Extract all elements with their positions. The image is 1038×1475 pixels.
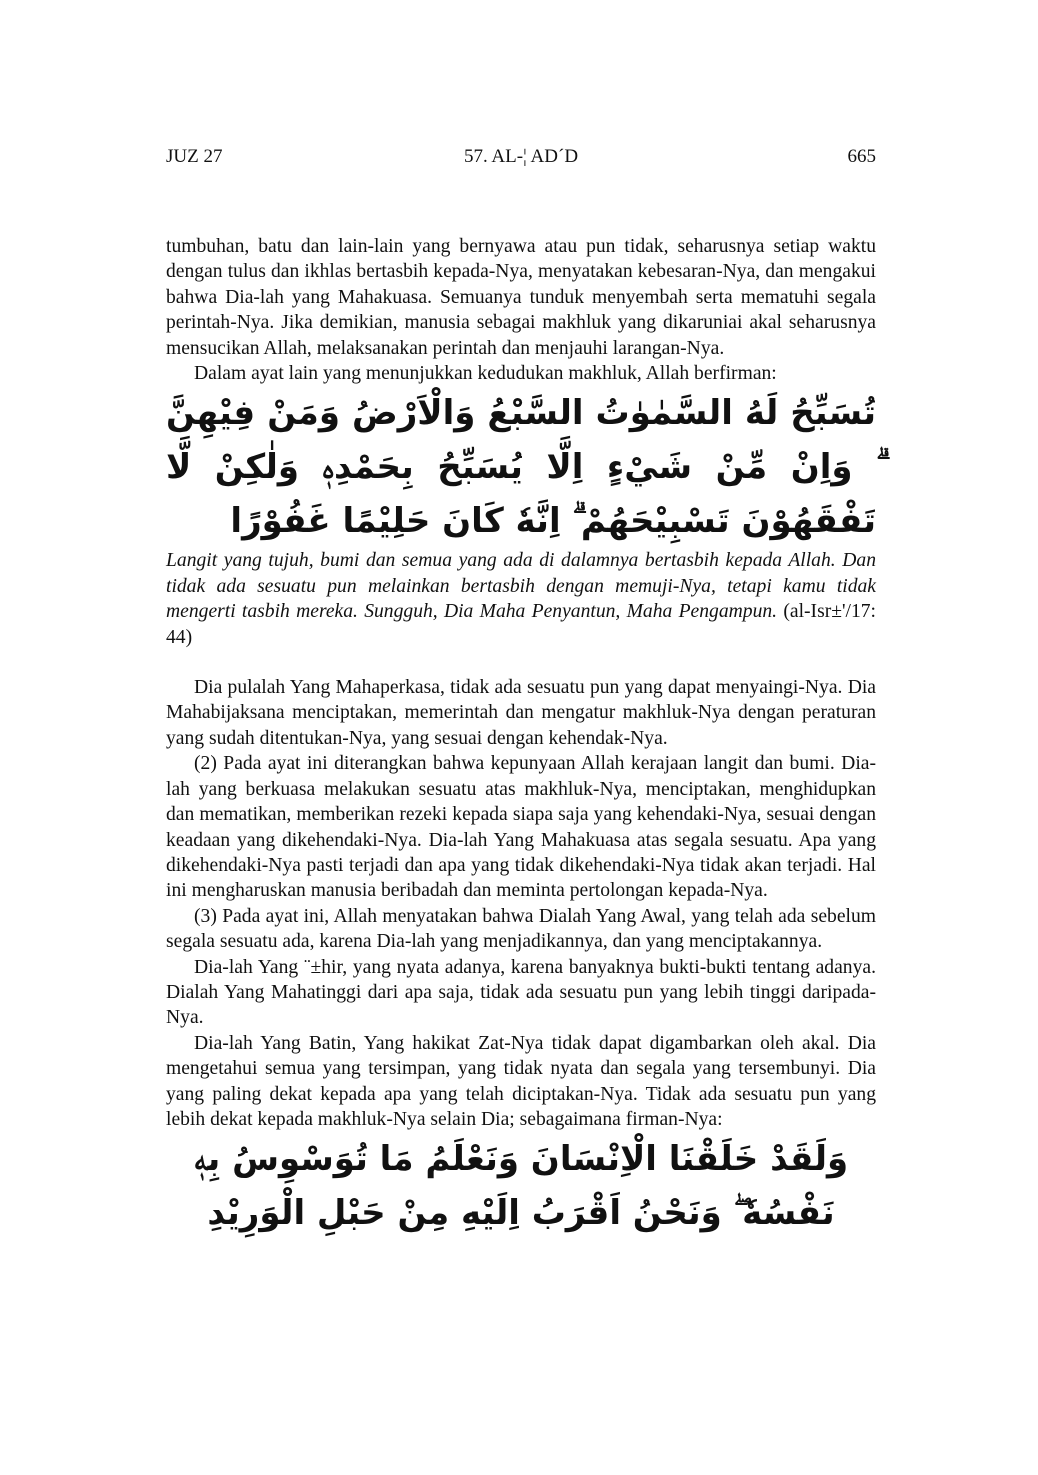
page-header: [166, 146, 876, 174]
spacer: [166, 650, 876, 675]
translation-text: Langit yang tujuh, bumi dan semua yang ada di dalamnya bertasbih kepada Allah. Dan tidak ada sesuatu pun melainkan bertasbih dengan memuji-Nya, tetapi kamu tidak mengerti tasbih mereka. Sungguh, Dia Maha Penyantun, Maha Pengampun.: [166, 550, 876, 623]
paragraph-5: (3) Pada ayat ini, Allah menyatakan bahwa Dialah Yang Awal, yang telah ada sebelum segala sesuatu ada, karena Dia-lah yang menjadikannya, dan yang menciptakannya.: [166, 905, 876, 953]
surah-title: 57. AL-¦ AD´D: [463, 146, 579, 167]
paragraph-2: Dalam ayat lain yang menunjukkan kedudukan makhluk, Allah berfirman:: [194, 363, 777, 385]
page-body: [166, 234, 876, 1240]
juz-label: JUZ 27: [166, 146, 223, 167]
verse-reference: (al-Isr±'/17: 44): [166, 601, 876, 648]
paragraph-6: Dia-lah Yang ¨±hir, yang nyata adanya, karena banyaknya bukti-bukti tentang adanya. Dialah Yang Mahatinggi dari apa saja, tidak ada sesuatu pun yang lebih tinggi daripada-Nya.: [166, 956, 876, 1029]
paragraph-7: Dia-lah Yang Batin, Yang hakikat Zat-Nya tidak dapat digambarkan oleh akal. Dia mengetahui semua yang tersimpan, yang tidak nyata dan segala yang tersembunyi. Dia yang paling dekat kepada apa yang telah diciptakan-Nya. Tidak ada sesuatu pun yang lebih dekat kepada makhluk-Nya selain Dia; sebagaimana firman-Nya:: [166, 1032, 876, 1130]
paragraph-4: (2) Pada ayat ini diterangkan bahwa kepunyaan Allah kerajaan langit dan bumi. Dia-lah yang berkuasa melakukan sesuatu atas makhluk-Nya, menciptakan, menghidupkan dan mematikan, memberikan rezeki kepada siapa saja yang kehendaki-Nya, sesuai dengan keadaan yang dikehendaki-Nya. Dia-lah Yang Mahakuasa atas segala sesuatu. Apa yang dikehendaki-Nya pasti terjadi dan apa yang tidak dikehendaki-Nya tidak akan terjadi. Hal ini mengharuskan manusia beribadah dan meminta pertolongan kepada-Nya.: [166, 753, 876, 902]
arabic-verse-2: وَلَقَدْ خَلَقْنَا الْاِنْسَانَ وَنَعْلَمُ مَا تُوَسْوِسُ بِهٖ نَفْسُهٗ ۖ وَنَحْنُ اَقْرَبُ اِلَيْهِ مِنْ حَبْلِ الْوَرِيْدِ: [193, 1139, 849, 1234]
paragraph-1: tumbuhan, batu dan lain-lain yang bernyawa atau pun tidak, seharusnya setiap waktu dengan tulus dan ikhlas bertasbih kepada-Nya, menyatakan kebesaran-Nya, dan mengakui bahwa Dia-lah yang Mahakuasa. Semuanya tunduk menyembah serta mematuhi segala perintah-Nya. Jika demikian, manusia sebagai makhluk yang dikaruniai akal seharusnya mensucikan Allah, melaksanakan perintah dan menjauhi larangan-Nya.: [166, 236, 876, 359]
page-number: 665: [847, 146, 876, 167]
arabic-verse-1: تُسَبِّحُ لَهُ السَّمٰوٰتُ السَّبْعُ وَالْاَرْضُ وَمَنْ فِيْهِنَّ ۗ وَاِنْ مِّنْ شَيْءٍ اِلَّا يُسَبِّحُ بِحَمْدِهٖ وَلٰكِنْ لَّا تَفْقَهُوْنَ تَسْبِيْحَهُمْ ۗ اِنَّهٗ كَانَ حَلِيْمًا غَفُوْرًا: [166, 393, 876, 542]
paragraph-3: Dia pulalah Yang Mahaperkasa, tidak ada sesuatu pun yang dapat menyaingi-Nya. Dia Mahabijaksana menciptakan, memerintah dan mengatur makhluk-Nya dengan peraturan yang sudah ditentukan-Nya, yang sesuai dengan kehendak-Nya.: [166, 677, 876, 749]
verse-translation-1: [166, 548, 876, 650]
